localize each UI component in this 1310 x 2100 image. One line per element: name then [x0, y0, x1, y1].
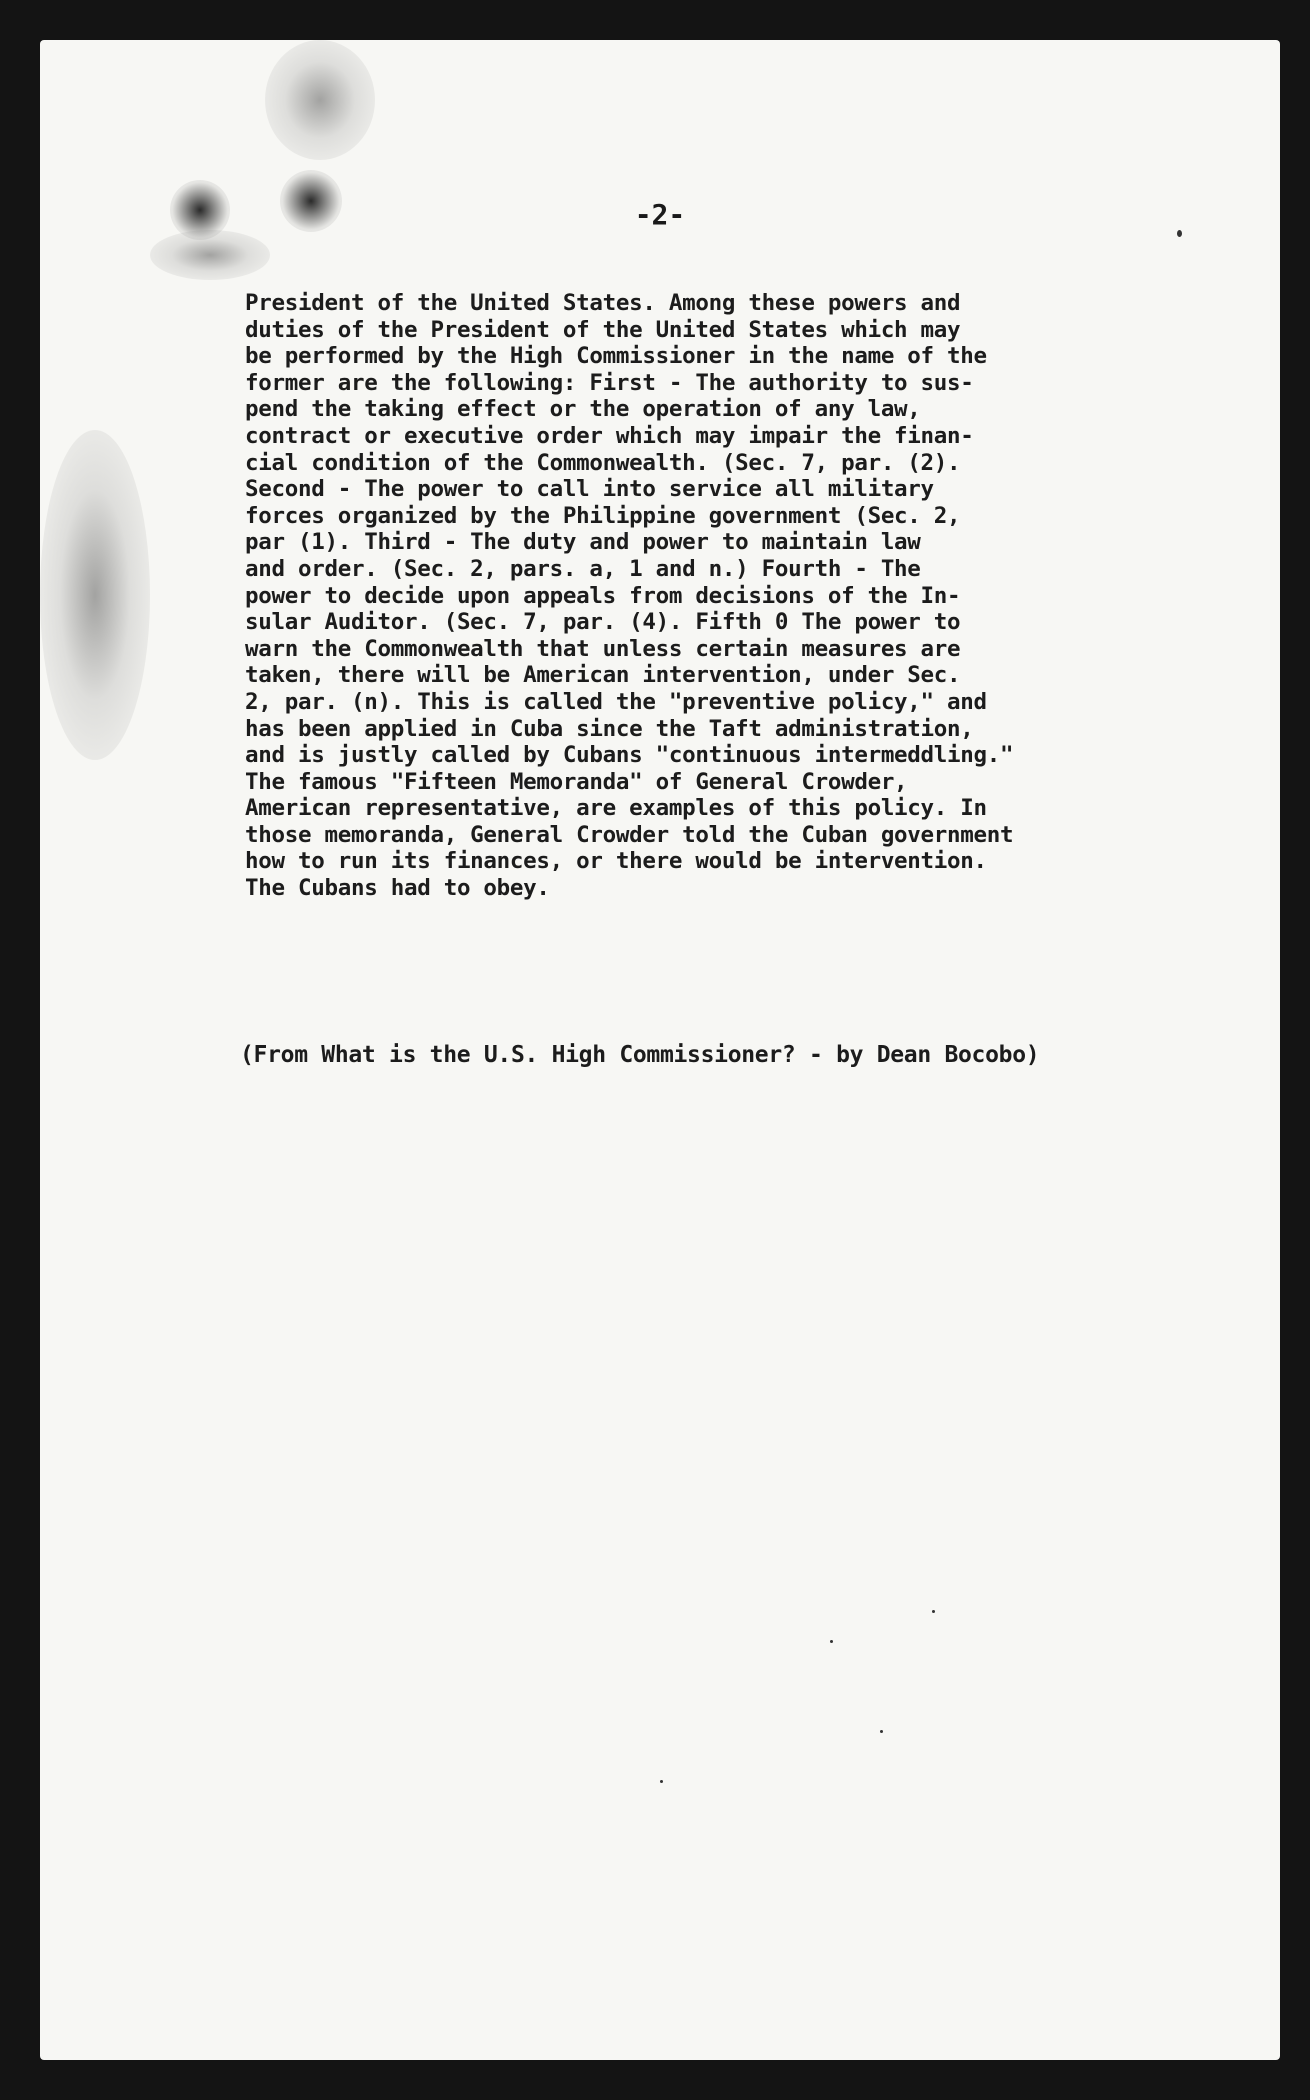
ink-speck	[880, 1730, 883, 1733]
ink-smudge	[265, 40, 375, 160]
text-line: President of the United States. Among these powers and	[245, 290, 961, 316]
text-line: The famous "Fifteen Memoranda" of General Crowder,	[245, 768, 908, 795]
ink-speck	[1177, 230, 1182, 237]
text-line: sular Auditor. (Sec. 7, par. (4). Fifth 0 The power to	[245, 609, 961, 636]
text-line: par (1). Third - The duty and power to maintain law	[245, 529, 921, 556]
text-line: has been applied in Cuba since the Taft administration,	[245, 715, 974, 742]
text-line: taken, there will be American intervention, under Sec.	[245, 662, 961, 689]
text-line: power to decide upon appeals from decisions of the In-	[245, 582, 961, 609]
ink-speck	[660, 1780, 663, 1783]
text-line: how to run its finances, or there would be intervention.	[245, 848, 987, 875]
text-line: and order. (Sec. 2, pars. a, 1 and n.) Fourth - The	[245, 555, 921, 582]
text-line: American representative, are examples of this policy. In	[245, 795, 987, 822]
text-line: forces organized by the Philippine government (Sec. 2,	[245, 502, 961, 529]
page-number: -2-	[634, 198, 686, 231]
ink-smudge	[150, 230, 270, 280]
text-line: Second - The power to call into service all military	[245, 476, 934, 503]
document-page	[40, 40, 1280, 2060]
text-line: be performed by the High Commissioner in the name of the	[245, 343, 987, 370]
text-line: and is justly called by Cubans "continuous intermeddling."	[245, 742, 1014, 769]
ink-speck	[932, 1610, 935, 1613]
text-line: 2, par. (n). This is called the "preventive policy," and	[245, 688, 987, 715]
ink-smudge	[40, 430, 150, 760]
text-line: those memoranda, General Crowder told the Cuban government	[245, 821, 1014, 848]
ink-speck	[830, 1640, 833, 1643]
text-line: contract or executive order which may impair the finan-	[245, 422, 974, 449]
text-line: The Cubans had to obey.	[245, 875, 550, 902]
source-citation: (From What is the U.S. High Commissioner? - by Dean Bocobo)	[240, 1042, 1040, 1068]
text-line: former are the following: First - The authority to sus-	[245, 369, 974, 396]
text-line: warn the Commonwealth that unless certain measures are	[245, 635, 961, 662]
body-paragraph	[245, 290, 1195, 902]
text-line: duties of the President of the United States which may	[245, 316, 961, 343]
text-line: cial condition of the Commonwealth. (Sec. 7, par. (2).	[245, 449, 961, 476]
text-line: pend the taking effect or the operation of any law,	[245, 396, 921, 423]
